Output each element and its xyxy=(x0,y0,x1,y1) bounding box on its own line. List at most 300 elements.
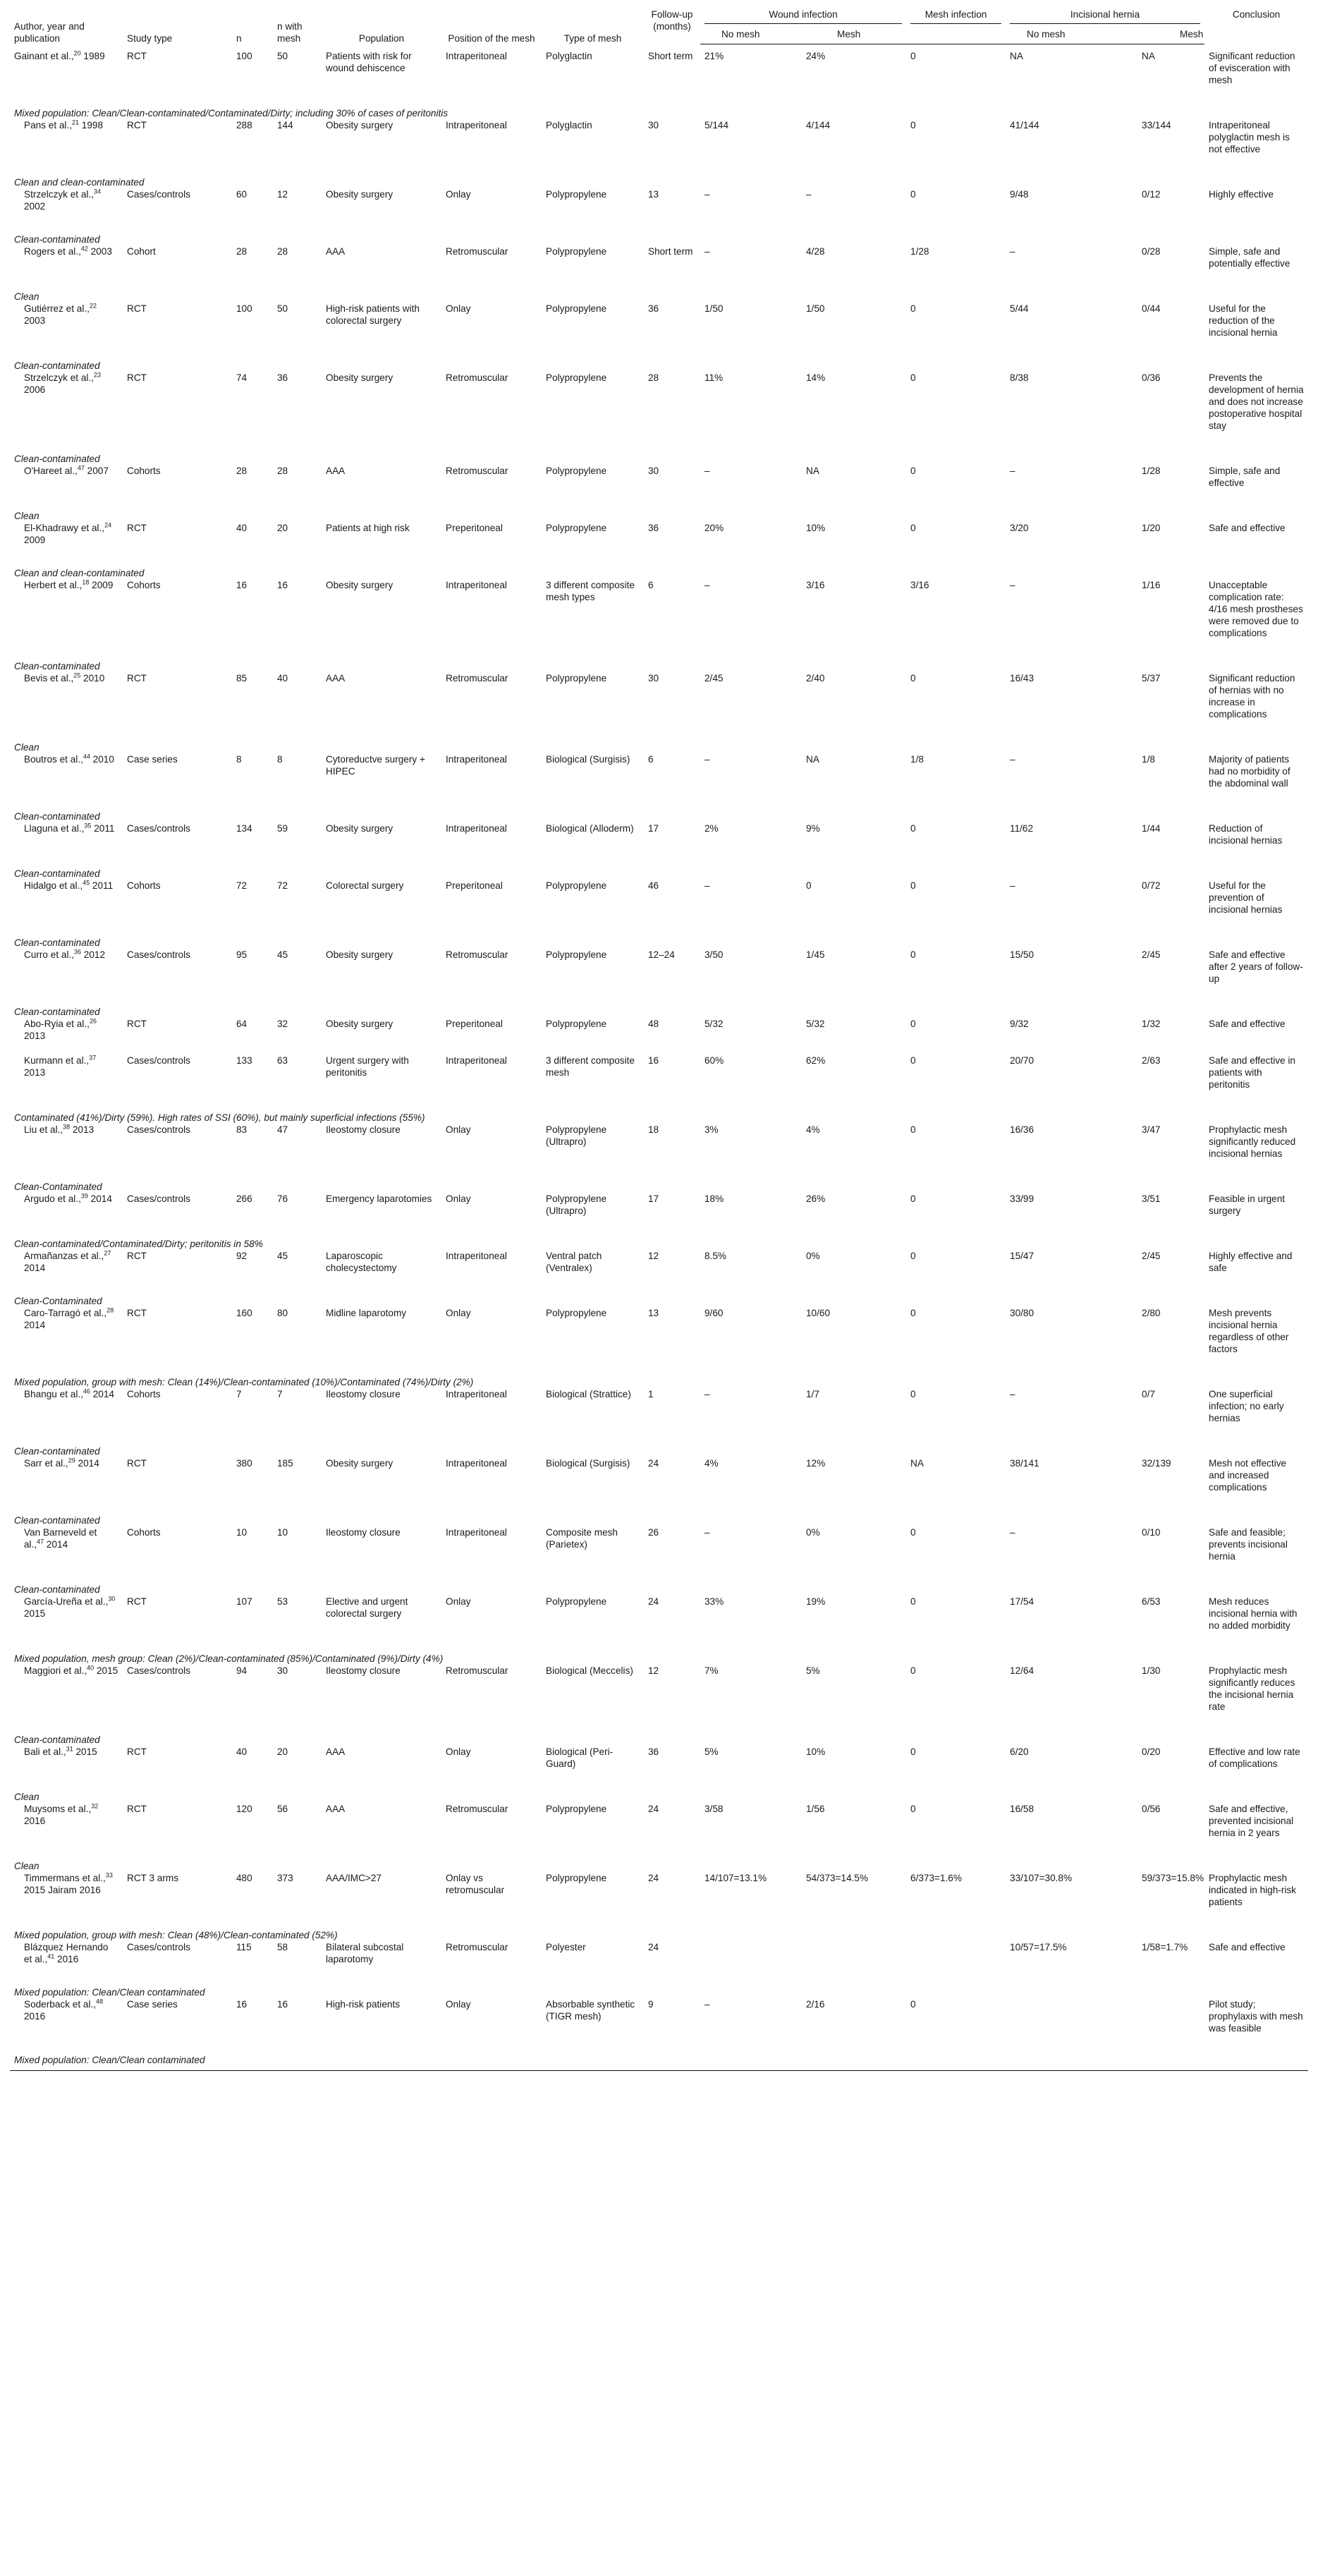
author-name: Soderback et al., xyxy=(24,1998,97,2010)
n-with-mesh-cell: 32 xyxy=(277,1018,288,1029)
incisional-hernia-no-mesh-cell: 16/36 xyxy=(1010,1124,1035,1135)
table-row xyxy=(10,1872,1308,1921)
mesh-type-cell: Polypropylene xyxy=(546,1018,607,1029)
table-note-row xyxy=(10,1287,1308,1307)
n-cell: 7 xyxy=(236,1388,242,1399)
author-cell xyxy=(10,188,123,225)
author-name: Herbert et al., xyxy=(24,579,83,590)
table-note-row xyxy=(10,1437,1308,1457)
wound-infection-no-mesh-cell: – xyxy=(704,1388,710,1399)
table-row xyxy=(10,372,1308,444)
table-note-row xyxy=(10,502,1308,522)
author-cell xyxy=(10,753,123,802)
author-cell xyxy=(10,1307,123,1368)
table-row xyxy=(10,753,1308,802)
table-row xyxy=(10,465,1308,502)
mesh-type-cell: Polypropylene xyxy=(546,1872,607,1883)
mesh-infection-cell: 1/8 xyxy=(910,753,924,765)
population-cell: Obesity surgery xyxy=(326,949,393,960)
table-row xyxy=(10,44,1308,99)
publication-year: 2010 xyxy=(80,672,105,684)
table-row xyxy=(10,1596,1308,1644)
author-name: Van Barneveld et al., xyxy=(24,1526,97,1550)
incisional-hernia-mesh-cell: 0/72 xyxy=(1142,880,1161,891)
publication-year: 2002 xyxy=(24,200,46,212)
wound-infection-no-mesh-cell: 3% xyxy=(704,1124,719,1135)
table-note-row xyxy=(10,351,1308,372)
author-cell xyxy=(10,949,123,997)
header-ih-no-mesh: No mesh xyxy=(1006,28,1137,44)
mesh-infection-cell: 0 xyxy=(910,672,916,684)
author-cell xyxy=(10,1388,123,1437)
wound-infection-no-mesh-cell: 60% xyxy=(704,1055,724,1066)
population-note: Clean-contaminated xyxy=(14,1734,100,1745)
reference-number: 35 xyxy=(84,822,92,829)
incisional-hernia-no-mesh-cell: 38/141 xyxy=(1010,1457,1039,1469)
author-name: Boutros et al., xyxy=(24,753,83,765)
reference-number: 36 xyxy=(74,948,82,955)
population-cell: AAA xyxy=(326,1746,346,1757)
incisional-hernia-no-mesh-cell: NA xyxy=(1010,51,1023,61)
author-name: Hidalgo et al., xyxy=(24,880,83,891)
mesh-infection-cell: 0 xyxy=(910,465,916,476)
author-cell xyxy=(10,1596,123,1644)
header-author: Author, year and publication xyxy=(14,20,85,44)
publication-year: 2006 xyxy=(24,384,46,395)
publication-year: 2011 xyxy=(91,822,115,834)
author-name: Maggiori et al., xyxy=(24,1665,87,1676)
incisional-hernia-mesh-cell: 0/10 xyxy=(1142,1526,1161,1538)
reference-number: 48 xyxy=(96,1998,104,2005)
n-with-mesh-cell: 10 xyxy=(277,1526,288,1538)
n-with-mesh-cell: 80 xyxy=(277,1307,288,1318)
table-row xyxy=(10,188,1308,225)
publication-year: 2016 xyxy=(24,1815,46,1826)
n-cell: 8 xyxy=(236,753,242,765)
incisional-hernia-no-mesh-cell: 15/47 xyxy=(1010,1250,1035,1261)
n-with-mesh-cell: 20 xyxy=(277,1746,288,1757)
incisional-hernia-no-mesh-cell: 33/99 xyxy=(1010,1193,1035,1204)
header-wi-no-mesh: No mesh xyxy=(700,28,802,44)
wound-infection-mesh-cell: 2/40 xyxy=(806,672,825,684)
conclusion-cell: Feasible in urgent surgery xyxy=(1209,1193,1286,1216)
author-name: Bali et al., xyxy=(24,1746,66,1757)
n-cell: 10 xyxy=(236,1526,248,1538)
publication-year: 2012 xyxy=(81,949,106,960)
author-name: Argudo et al., xyxy=(24,1193,81,1204)
wound-infection-mesh-cell: 10% xyxy=(806,522,826,533)
follow-up-cell: 24 xyxy=(648,1596,659,1607)
follow-up-cell: 16 xyxy=(648,1055,659,1066)
author-cell xyxy=(10,372,123,444)
population-note: Clean xyxy=(14,741,39,753)
publication-year: 2013 xyxy=(24,1067,46,1078)
mesh-position-cell: Onlay xyxy=(446,1193,471,1204)
population-cell: Colorectal surgery xyxy=(326,880,404,891)
conclusion-cell: Highly effective and safe xyxy=(1209,1250,1293,1273)
n-with-mesh-cell: 30 xyxy=(277,1665,288,1676)
mesh-position-cell: Intraperitoneal xyxy=(446,1526,507,1538)
follow-up-cell: 48 xyxy=(648,1018,659,1029)
wound-infection-mesh-cell: 5/32 xyxy=(806,1018,825,1029)
population-cell: AAA/IMC>27 xyxy=(326,1872,382,1883)
publication-year: 2007 xyxy=(84,465,109,476)
n-with-mesh-cell: 50 xyxy=(277,303,288,314)
n-with-mesh-cell: 12 xyxy=(277,188,288,200)
population-cell: Urgent surgery with peritonitis xyxy=(326,1055,409,1078)
population-note: Clean-contaminated xyxy=(14,233,100,245)
population-note: Mixed population: Clean/Clean-contaminated/Contaminated/Dirty; including 30% of cases of peritonitis xyxy=(14,107,449,119)
mesh-infection-cell: 0 xyxy=(910,1250,916,1261)
study-type-cell: RCT xyxy=(127,1596,147,1607)
mesh-infection-cell: 1/28 xyxy=(910,245,929,257)
follow-up-cell: 18 xyxy=(648,1124,659,1135)
mesh-type-cell: Polyglactin xyxy=(546,119,592,130)
mesh-type-cell: Polypropylene xyxy=(546,522,607,533)
mesh-position-cell: Onlay xyxy=(446,1307,471,1318)
mesh-type-cell: Polyglactin xyxy=(546,50,592,61)
study-type-cell: Cases/controls xyxy=(127,188,190,200)
n-cell: 120 xyxy=(236,1803,252,1814)
author-name: O'Hareet al., xyxy=(24,465,78,476)
n-cell: 74 xyxy=(236,372,248,383)
mesh-infection-cell: 3/16 xyxy=(910,579,929,590)
reference-number: 31 xyxy=(66,1745,73,1752)
conclusion-cell: Mesh reduces incisional hernia with no added morbidity xyxy=(1209,1596,1298,1631)
wound-infection-no-mesh-cell: 3/58 xyxy=(704,1803,724,1814)
wound-infection-no-mesh-cell: 14/107=13.1% xyxy=(704,1872,767,1883)
conclusion-cell: Mesh not effective and increased complications xyxy=(1209,1457,1287,1493)
conclusion-cell: Intraperitoneal polyglactin mesh is not effective xyxy=(1209,119,1290,154)
population-cell: Patients with risk for wound dehiscence xyxy=(326,50,412,73)
table-row xyxy=(10,822,1308,859)
mesh-infection-cell: 0 xyxy=(910,1998,916,2010)
incisional-hernia-no-mesh-cell: 8/38 xyxy=(1010,372,1029,383)
follow-up-cell: 17 xyxy=(648,1193,659,1204)
incisional-hernia-mesh-cell: 0/20 xyxy=(1142,1746,1161,1757)
incisional-hernia-no-mesh-cell: 3/20 xyxy=(1010,522,1029,533)
wound-infection-mesh-cell: 3/16 xyxy=(806,579,825,590)
wound-infection-no-mesh-cell: 1/50 xyxy=(704,303,724,314)
n-cell: 72 xyxy=(236,880,248,891)
wound-infection-mesh-cell: 5% xyxy=(806,1665,820,1676)
author-cell xyxy=(10,1665,123,1725)
incisional-hernia-mesh-cell: 3/51 xyxy=(1142,1193,1161,1204)
incisional-hernia-no-mesh-cell: – xyxy=(1010,1526,1015,1538)
author-cell xyxy=(10,1998,123,2047)
n-with-mesh-cell: 76 xyxy=(277,1193,288,1204)
table-row xyxy=(10,1526,1308,1575)
n-with-mesh-cell: 28 xyxy=(277,465,288,476)
incisional-hernia-no-mesh-cell: 16/58 xyxy=(1010,1803,1035,1814)
author-cell xyxy=(10,245,123,282)
incisional-hernia-mesh-cell: 2/45 xyxy=(1142,1250,1161,1261)
incisional-hernia-mesh-cell: 0/7 xyxy=(1142,1388,1155,1399)
conclusion-cell: Majority of patients had no morbidity of the abdominal wall xyxy=(1209,753,1290,789)
n-with-mesh-cell: 59 xyxy=(277,822,288,834)
population-note: Mixed population, group with mesh: Clean (14%)/Clean-contaminated (10%)/Contaminated (74%)/Dirty (2%) xyxy=(14,1376,474,1387)
table-row xyxy=(10,303,1308,351)
population-cell: Elective and urgent colorectal surgery xyxy=(326,1596,408,1619)
publication-year: 2010 xyxy=(90,753,114,765)
table-row xyxy=(10,949,1308,997)
follow-up-cell: 30 xyxy=(648,465,659,476)
conclusion-cell: Simple, safe and potentially effective xyxy=(1209,245,1290,269)
wound-infection-mesh-cell: 0% xyxy=(806,1250,820,1261)
n-cell: 115 xyxy=(236,1941,252,1952)
study-type-cell: Case series xyxy=(127,1998,178,2010)
mesh-position-cell: Onlay xyxy=(446,188,471,200)
reference-number: 34 xyxy=(93,188,101,195)
reference-number: 45 xyxy=(83,879,90,886)
n-cell: 288 xyxy=(236,119,252,130)
population-note: Clean-contaminated xyxy=(14,810,100,822)
incisional-hernia-no-mesh-cell: 30/80 xyxy=(1010,1307,1035,1318)
incisional-hernia-no-mesh-cell: 33/107=30.8% xyxy=(1010,1872,1073,1883)
population-cell: Obesity surgery xyxy=(326,579,393,590)
mesh-position-cell: Intraperitoneal xyxy=(446,1457,507,1469)
incisional-hernia-mesh-cell: 32/139 xyxy=(1142,1457,1171,1469)
incisional-hernia-mesh-cell: 2/80 xyxy=(1142,1307,1161,1318)
n-with-mesh-cell: 50 xyxy=(277,50,288,61)
incisional-hernia-mesh-cell: 1/58=1.7% xyxy=(1142,1941,1188,1952)
table-note-row xyxy=(10,1644,1308,1665)
mesh-infection-cell: 0 xyxy=(910,1803,916,1814)
population-cell: High-risk patients with colorectal surgery xyxy=(326,303,420,326)
wound-infection-mesh-cell: 10% xyxy=(806,1746,826,1757)
conclusion-cell: Pilot study; prophylaxis with mesh was feasible xyxy=(1209,1998,1303,2034)
author-cell xyxy=(10,822,123,859)
follow-up-cell: 30 xyxy=(648,672,659,684)
publication-year: 2009 xyxy=(89,579,114,590)
mesh-type-cell: Polypropylene xyxy=(546,880,607,891)
population-cell: Obesity surgery xyxy=(326,1018,393,1029)
conclusion-cell: Useful for the reduction of the incisional hernia xyxy=(1209,303,1278,338)
population-note: Mixed population, group with mesh: Clean (48%)/Clean-contaminated (52%) xyxy=(14,1929,338,1940)
population-note: Contaminated (41%)/Dirty (59%). High rates of SSI (60%), but mainly superficial infections (55%) xyxy=(14,1112,425,1123)
reference-number: 41 xyxy=(47,1952,55,1960)
n-cell: 100 xyxy=(236,50,252,61)
mesh-infection-cell: 0 xyxy=(910,1307,916,1318)
author-name: El-Khadrawy et al., xyxy=(24,522,105,533)
study-type-cell: Cohorts xyxy=(127,465,161,476)
reference-number: 22 xyxy=(89,302,97,309)
author-cell xyxy=(10,1941,123,1978)
population-note: Mixed population: Clean/Clean contaminated xyxy=(10,2047,1308,2071)
population-note: Clean xyxy=(14,1860,39,1871)
conclusion-cell: Effective and low rate of complications xyxy=(1209,1746,1300,1769)
mesh-type-cell: 3 different composite mesh types xyxy=(546,579,635,602)
studies-table xyxy=(10,6,1308,2071)
table-note-row xyxy=(10,1852,1308,1872)
study-type-cell: RCT xyxy=(127,119,147,130)
table-row xyxy=(10,1388,1308,1437)
study-type-cell: RCT xyxy=(127,1018,147,1029)
mesh-position-cell: Retromuscular xyxy=(446,245,508,257)
mesh-type-cell: Biological (Peri-Guard) xyxy=(546,1746,614,1769)
population-note: Clean-contaminated xyxy=(14,1006,100,1017)
reference-number: 42 xyxy=(80,245,88,252)
table-note-row xyxy=(10,444,1308,465)
mesh-position-cell: Retromuscular xyxy=(446,1941,508,1952)
author-name: Liu et al., xyxy=(24,1124,63,1135)
conclusion-cell: Prevents the development of hernia and does not increase postoperative hospital stay xyxy=(1209,372,1304,431)
publication-year: 2015 xyxy=(94,1665,118,1676)
mesh-position-cell: Intraperitoneal xyxy=(446,1388,507,1399)
table-note-row xyxy=(10,1978,1308,1998)
follow-up-cell: 17 xyxy=(648,822,659,834)
mesh-type-cell: 3 different composite mesh xyxy=(546,1055,635,1078)
mesh-type-cell: Polypropylene (Ultrapro) xyxy=(546,1193,607,1216)
author-name: Timmermans et al., xyxy=(24,1872,106,1883)
publication-year: 2014 xyxy=(75,1457,99,1469)
mesh-infection-cell: 0 xyxy=(910,1055,916,1066)
study-type-cell: RCT xyxy=(127,522,147,533)
mesh-type-cell: Biological (Surgisis) xyxy=(546,753,630,765)
header-conclusion: Conclusion xyxy=(1232,9,1281,20)
follow-up-cell: 26 xyxy=(648,1526,659,1538)
table-row xyxy=(10,245,1308,282)
population-cell: Obesity surgery xyxy=(326,188,393,200)
mesh-infection-cell: 0 xyxy=(910,1193,916,1204)
n-with-mesh-cell: 58 xyxy=(277,1941,288,1952)
population-cell: Ileostomy closure xyxy=(326,1526,401,1538)
n-cell: 16 xyxy=(236,1998,248,2010)
n-with-mesh-cell: 144 xyxy=(277,119,293,130)
follow-up-cell: 36 xyxy=(648,1746,659,1757)
n-cell: 134 xyxy=(236,822,252,834)
mesh-type-cell: Polypropylene xyxy=(546,245,607,257)
mesh-type-cell: Polypropylene xyxy=(546,672,607,684)
incisional-hernia-mesh-cell: 3/47 xyxy=(1142,1124,1161,1135)
n-cell: 16 xyxy=(236,579,248,590)
reference-number: 46 xyxy=(83,1387,90,1395)
mesh-infection-cell: 0 xyxy=(910,188,916,200)
population-note: Clean-contaminated xyxy=(14,937,100,948)
conclusion-cell: Prophylactic mesh indicated in high-risk patients xyxy=(1209,1872,1296,1907)
table-note-row xyxy=(10,733,1308,753)
follow-up-cell: 1 xyxy=(648,1388,654,1399)
incisional-hernia-no-mesh-cell: 5/44 xyxy=(1010,303,1029,314)
publication-year: 2015 Jairam 2016 xyxy=(24,1884,101,1895)
mesh-position-cell: Onlay xyxy=(446,1124,471,1135)
wound-infection-no-mesh-cell xyxy=(700,1941,802,1978)
incisional-hernia-mesh-cell: 5/37 xyxy=(1142,672,1161,684)
mesh-position-cell: Retromuscular xyxy=(446,1803,508,1814)
table-row xyxy=(10,1457,1308,1506)
mesh-position-cell: Retromuscular xyxy=(446,949,508,960)
mesh-infection-cell: 0 xyxy=(910,880,916,891)
mesh-position-cell: Intraperitoneal xyxy=(446,1055,507,1066)
population-note: Clean-contaminated xyxy=(14,1514,100,1526)
reference-number: 25 xyxy=(73,672,81,679)
mesh-infection-cell: 0 xyxy=(910,303,916,314)
conclusion-cell: Safe and feasible; prevents incisional hernia xyxy=(1209,1526,1288,1562)
wound-infection-no-mesh-cell: – xyxy=(704,1526,710,1538)
author-name: Strzelczyk et al., xyxy=(24,372,94,383)
mesh-type-cell: Polyester xyxy=(546,1941,586,1952)
wound-infection-mesh-cell: 10/60 xyxy=(806,1307,831,1318)
header-incisional-hernia: Incisional hernia xyxy=(1010,8,1200,24)
reference-number: 28 xyxy=(106,1306,114,1313)
wound-infection-mesh-cell: NA xyxy=(806,753,819,765)
publication-year: 2014 xyxy=(44,1538,68,1550)
author-cell xyxy=(10,1872,123,1921)
table-note-row xyxy=(10,2047,1308,2071)
population-cell: Midline laparotomy xyxy=(326,1307,407,1318)
table-note-row xyxy=(10,1725,1308,1746)
author-cell xyxy=(10,1193,123,1229)
study-type-cell: Cases/controls xyxy=(127,822,190,834)
n-cell: 266 xyxy=(236,1193,252,1204)
header-n-with-mesh: n with mesh xyxy=(277,20,303,44)
publication-year: 2014 xyxy=(90,1388,114,1399)
wound-infection-no-mesh-cell: 5/144 xyxy=(704,119,729,130)
mesh-infection-cell: 0 xyxy=(910,372,916,383)
reference-number: 33 xyxy=(105,1871,113,1878)
wound-infection-mesh-cell: 24% xyxy=(806,51,826,61)
author-name: Sarr et al., xyxy=(24,1457,68,1469)
population-cell: Ileostomy closure xyxy=(326,1124,401,1135)
n-cell: 64 xyxy=(236,1018,248,1029)
incisional-hernia-mesh-cell: 0/44 xyxy=(1142,303,1161,314)
table-row xyxy=(10,1665,1308,1725)
study-type-cell: Cases/controls xyxy=(127,949,190,960)
wound-infection-mesh-cell: 1/56 xyxy=(806,1803,825,1814)
table-row xyxy=(10,672,1308,733)
n-with-mesh-cell: 36 xyxy=(277,372,288,383)
conclusion-cell: Unacceptable complication rate: 4/16 mesh prostheses were removed due to complications xyxy=(1209,579,1303,638)
incisional-hernia-mesh-cell: 2/45 xyxy=(1142,949,1161,960)
publication-year: 2015 xyxy=(73,1746,97,1757)
conclusion-cell: Safe and effective xyxy=(1209,522,1286,533)
mesh-type-cell: Biological (Meccelis) xyxy=(546,1665,633,1676)
reference-number: 39 xyxy=(80,1192,88,1199)
mesh-infection-cell xyxy=(906,1941,1006,1978)
table-row xyxy=(10,1018,1308,1055)
table-row xyxy=(10,522,1308,559)
reference-number: 30 xyxy=(108,1595,116,1602)
wound-infection-mesh-cell: 54/373=14.5% xyxy=(806,1872,869,1883)
wound-infection-no-mesh-cell: 9/60 xyxy=(704,1307,724,1318)
n-cell: 94 xyxy=(236,1665,248,1676)
wound-infection-mesh-cell: 4% xyxy=(806,1124,820,1135)
n-with-mesh-cell: 47 xyxy=(277,1124,288,1135)
table-row xyxy=(10,1055,1308,1103)
conclusion-cell: Prophylactic mesh significantly reduced incisional hernias xyxy=(1209,1124,1296,1159)
wound-infection-no-mesh-cell: – xyxy=(704,188,710,200)
follow-up-cell: 24 xyxy=(648,1457,659,1469)
population-cell: High-risk patients xyxy=(326,1998,401,2010)
header-type-mesh: Type of mesh xyxy=(563,32,622,44)
mesh-type-cell: Composite mesh (Parietex) xyxy=(546,1526,618,1550)
author-name: Caro-Tarragó et al., xyxy=(24,1307,107,1318)
mesh-position-cell: Intraperitoneal xyxy=(446,50,507,61)
wound-infection-mesh-cell: 4/144 xyxy=(806,119,831,130)
mesh-infection-cell: 0 xyxy=(910,1124,916,1135)
wound-infection-no-mesh-cell: – xyxy=(704,245,710,257)
reference-number: 44 xyxy=(83,753,90,760)
author-name: Muysoms et al., xyxy=(24,1803,92,1814)
wound-infection-no-mesh-cell: 21% xyxy=(704,51,724,61)
n-with-mesh-cell: 7 xyxy=(277,1388,283,1399)
study-type-cell: Cohorts xyxy=(127,880,161,891)
mesh-type-cell: Polypropylene xyxy=(546,303,607,314)
mesh-type-cell: Biological (Surgisis) xyxy=(546,1457,630,1469)
mesh-infection-cell: NA xyxy=(910,1457,924,1469)
follow-up-cell: 24 xyxy=(648,1803,659,1814)
population-note: Clean xyxy=(14,1791,39,1802)
